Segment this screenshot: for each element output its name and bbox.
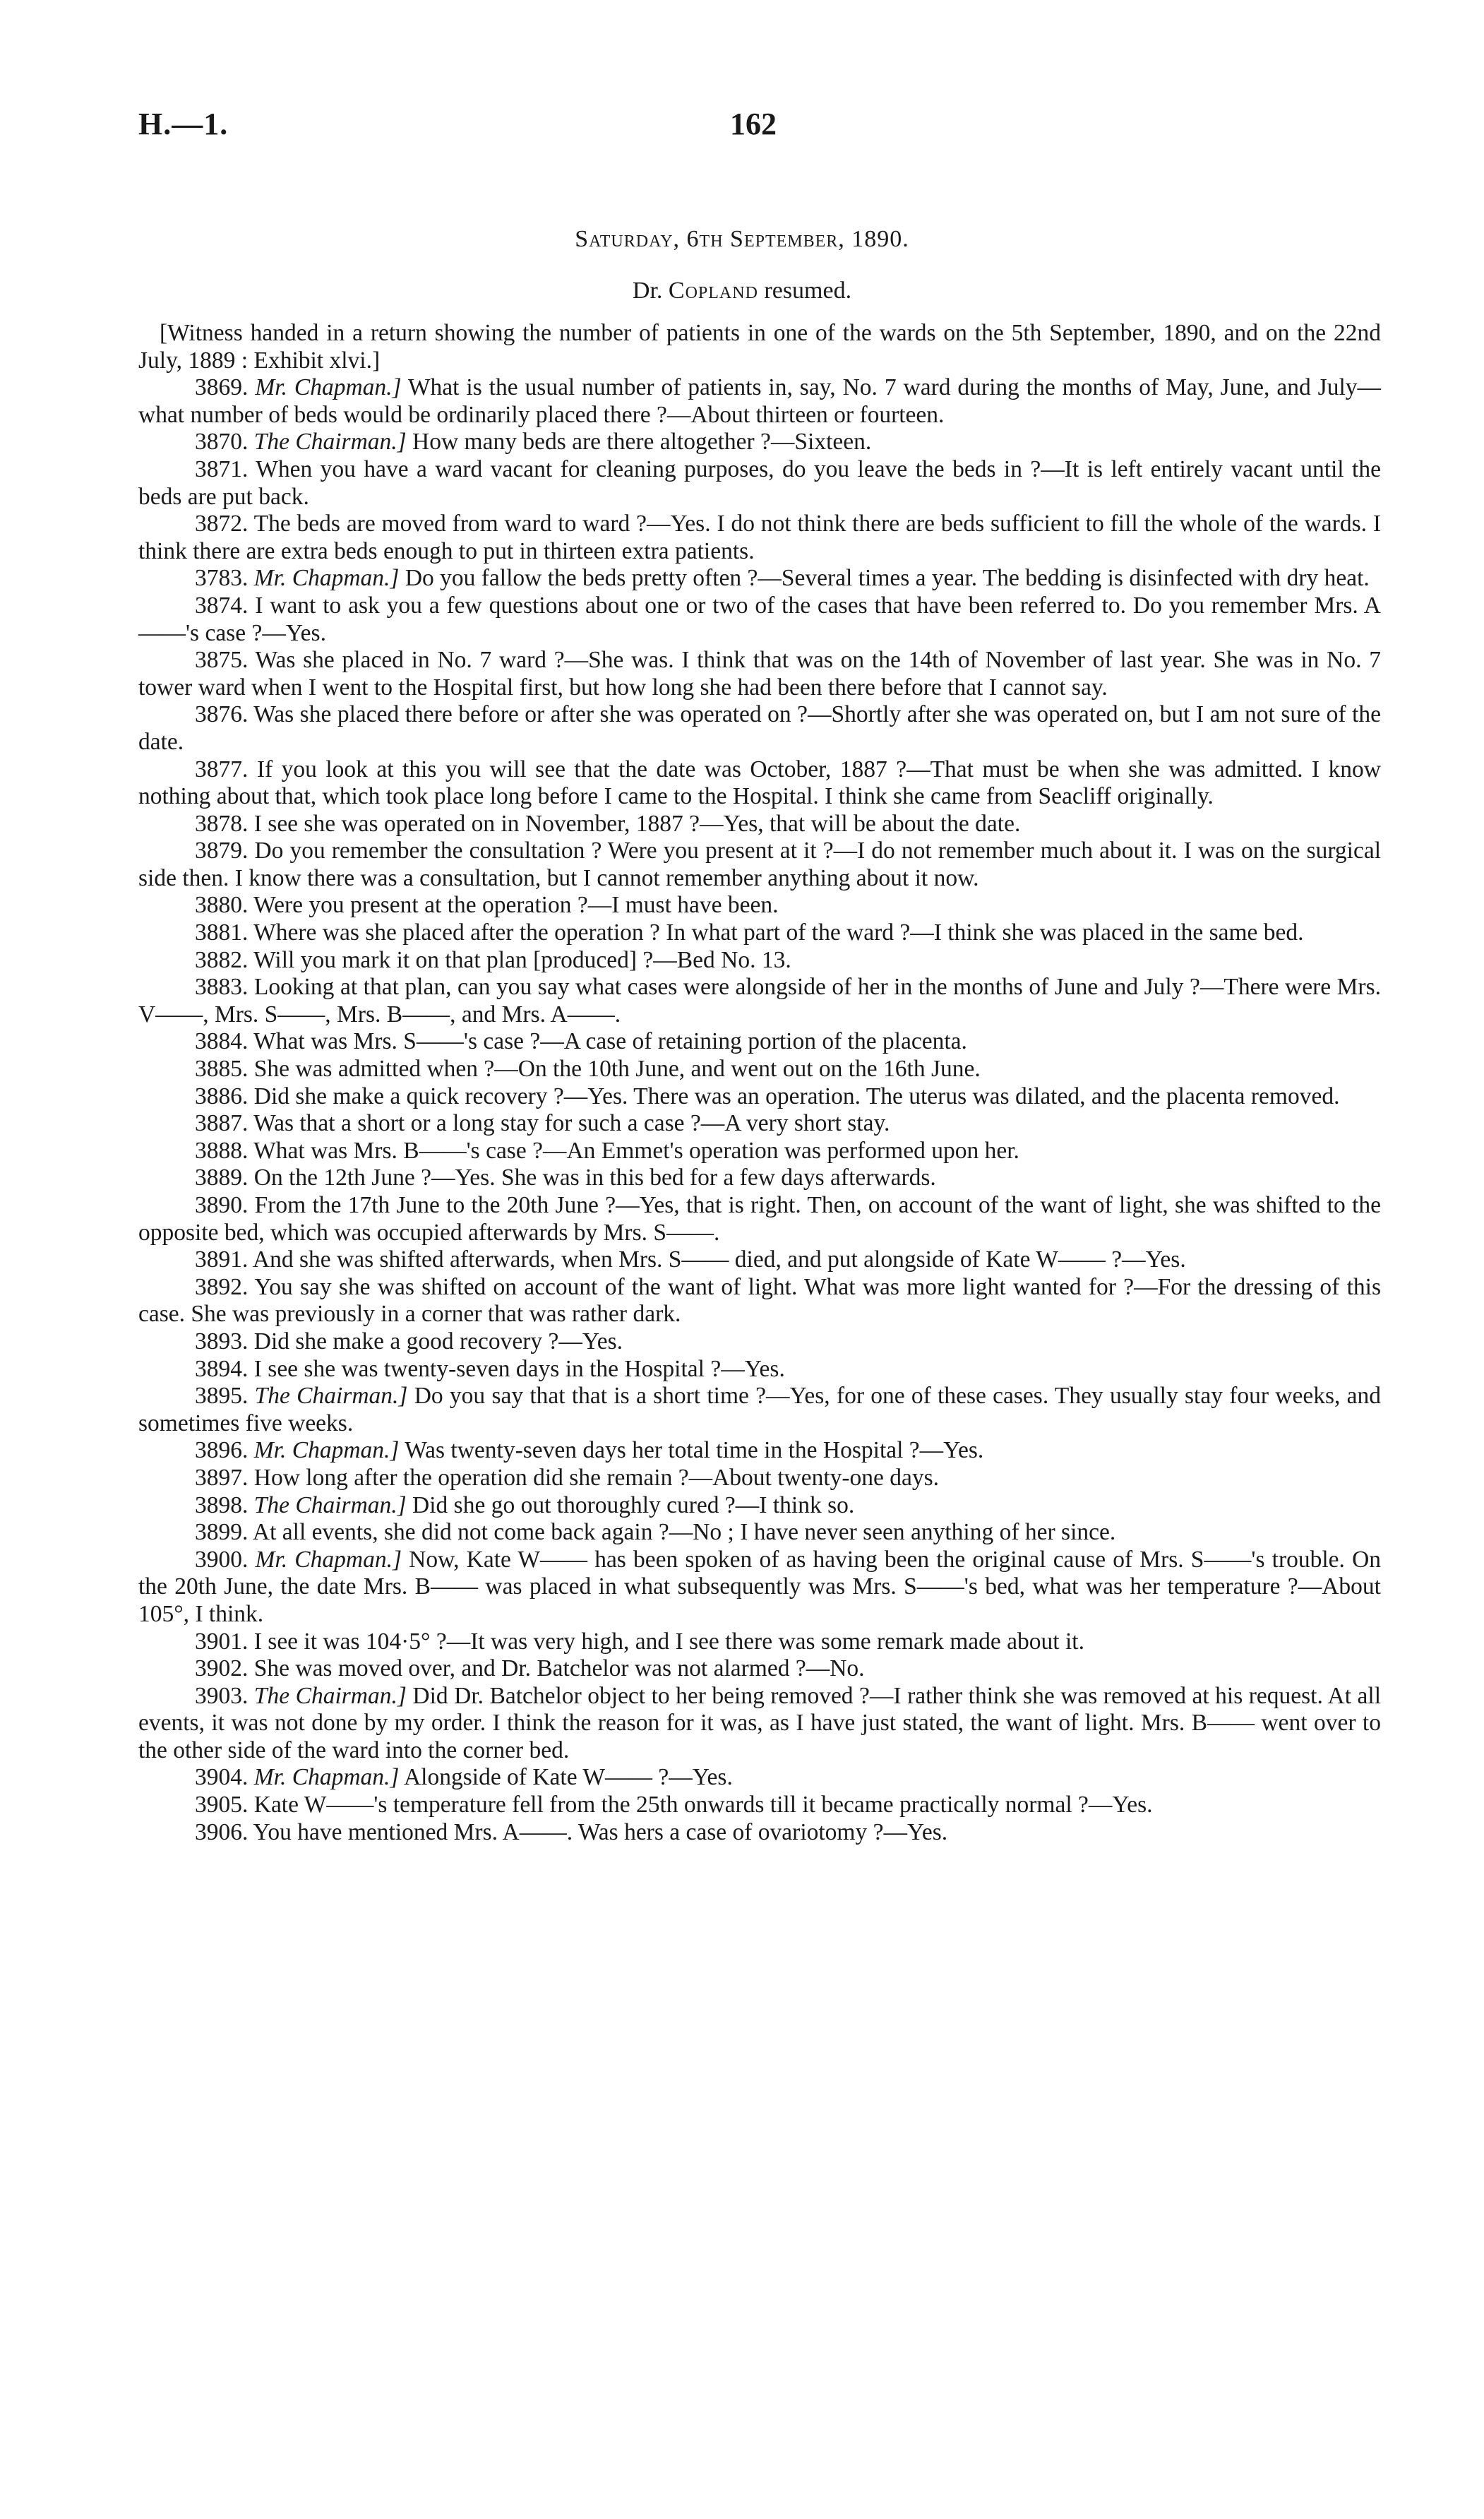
- paragraph-text: Did Dr. Batchelor object to her being removed ?—I rather think she was removed at his request. At all events, it was not done by my order. I think the reason for it was, as I have just stated, the want of light. Mrs. B—— went over to the other side of the ward into the corner bed.: [138, 1682, 1381, 1763]
- speaker-name: Mr. Chapman.]: [255, 374, 402, 401]
- question-paragraph: [138, 592, 1381, 647]
- witness-prefix: Dr.: [632, 278, 669, 304]
- question-number: 3893.: [195, 1328, 249, 1354]
- paragraph-text: How many beds are there altogether ?—Sixteen.: [412, 429, 872, 455]
- question-number: 3878.: [195, 810, 249, 837]
- paragraph-text: You say she was shifted on account of the want of light. What was more light wanted for ?—For the dressing of this case. She was previously in a corner that was rather dark.: [138, 1273, 1381, 1328]
- question-paragraph: [138, 1437, 1381, 1465]
- question-paragraph: [138, 1628, 1381, 1656]
- document-reference: H.—1.: [138, 107, 229, 141]
- question-paragraph: [138, 1792, 1381, 1819]
- speaker-name: Mr. Chapman.]: [253, 1437, 400, 1464]
- paragraph-text: Was she placed there before or after she was operated on ?—Shortly after she was operated on, but I am not sure of the date.: [138, 701, 1381, 755]
- question-number: 3902.: [195, 1655, 249, 1682]
- question-paragraph: [138, 429, 1381, 456]
- paragraph-text: I want to ask you a few questions about one or two of the cases that have been referred to. Do you remember Mrs. A——'s case ?—Yes.: [138, 592, 1381, 646]
- paragraph-text: [Witness handed in a return showing the number of patients in one of the wards on the 5th September, 1890, and on the 22nd July, 1889 : Exhibit xlvi.]: [138, 320, 1381, 374]
- question-paragraph: [138, 811, 1381, 838]
- question-number: 3904.: [195, 1764, 249, 1791]
- question-paragraph: [138, 1356, 1381, 1383]
- paragraph-text: Was she placed in No. 7 ward ?—She was. I think that was on the 14th of November of last year. She was in No. 7 tower ward when I went to the Hospital first, but how long she had been there before that I cannot say.: [138, 647, 1381, 701]
- question-paragraph: [138, 1819, 1381, 1847]
- question-number: 3885.: [195, 1056, 249, 1083]
- question-number: 3783.: [195, 565, 249, 592]
- question-number: 3871.: [195, 455, 249, 482]
- page-header: [138, 106, 1381, 162]
- question-number: 3884.: [195, 1028, 249, 1055]
- question-paragraph: [138, 1655, 1381, 1683]
- question-paragraph: [138, 1056, 1381, 1083]
- paragraph-text: Do you remember the consultation ? Were you present at it ?—I do not remember much about it. I was on the surgical side then. I know there was a consultation, but I cannot remember anything about it now.: [138, 838, 1382, 891]
- question-paragraph: [138, 511, 1381, 565]
- question-paragraph: [138, 1110, 1381, 1138]
- paragraph-text: Will you mark it on that plan [produced] ?—Bed No. 13.: [253, 946, 791, 973]
- page-number: 162: [730, 107, 777, 141]
- question-paragraph: [138, 1683, 1381, 1765]
- paragraph-text: Did she go out thoroughly cured ?—I think so.: [412, 1491, 855, 1518]
- question-paragraph: [138, 1547, 1381, 1628]
- question-number: 3887.: [195, 1110, 249, 1137]
- question-number: 3877.: [195, 756, 249, 782]
- question-number: 3896.: [195, 1437, 249, 1464]
- question-paragraph: [138, 892, 1381, 919]
- question-paragraph: [138, 838, 1381, 892]
- question-number: 3905.: [195, 1792, 249, 1818]
- question-paragraph: [138, 1274, 1381, 1328]
- paragraph-text: Was that a short or a long stay for such a case ?—A very short stay.: [253, 1110, 890, 1137]
- question-paragraph: [138, 374, 1381, 429]
- question-number: 3895.: [195, 1383, 249, 1410]
- paragraph-text: I see she was twenty-seven days in the Hospital ?—Yes.: [253, 1355, 785, 1382]
- question-number: 3900.: [195, 1546, 249, 1573]
- paragraph-text: The beds are moved from ward to ward ?—Yes. I do not think there are beds sufficient to fill the whole of the wards. I think there are extra beds enough to put in thirteen extra patients.: [138, 511, 1381, 564]
- paragraph-text: From the 17th June to the 20th June ?—Yes, that is right. Then, on account of the want of light, she was shifted to the opposite bed, which was occupied afterwards by Mrs. S——.: [138, 1192, 1381, 1246]
- speaker-name: Mr. Chapman.]: [255, 1546, 402, 1573]
- paragraph-text: And she was shifted afterwards, when Mrs. S—— died, and put alongside of Kate W—— ?—Yes.: [252, 1246, 1186, 1273]
- question-paragraph: [138, 647, 1381, 701]
- paragraph-text: I see it was 104·5° ?—It was very high, and I see there was some remark made about it.: [253, 1628, 1084, 1655]
- question-paragraph: [138, 1764, 1381, 1792]
- question-paragraph: [138, 1328, 1381, 1356]
- question-number: 3874.: [195, 592, 249, 619]
- paragraph-text: Alongside of Kate W—— ?—Yes.: [403, 1764, 733, 1791]
- question-paragraph: [138, 1138, 1381, 1165]
- paragraph-text: Now, Kate W—— has been spoken of as having been the original cause of Mrs. S——'s trouble. On the 20th June, the date Mrs. B—— was placed in what subsequently was Mrs. S——'s bed, what was her temperature ?—About 105°, I think.: [138, 1546, 1382, 1627]
- question-number: 3899.: [195, 1519, 249, 1546]
- paragraph-text: Where was she placed after the operation ? In what part of the ward ?—I think she was placed in the same bed.: [253, 919, 1304, 946]
- speaker-name: The Chairman.]: [253, 429, 407, 455]
- paragraph-text: Were you present at the operation ?—I must have been.: [253, 892, 779, 919]
- paragraph-text: Did she make a quick recovery ?—Yes. There was an operation. The uterus was dilated, and the placenta removed.: [253, 1083, 1340, 1109]
- paragraph-text: Do you fallow the beds pretty often ?—Several times a year. The bedding is disinfected with dry heat.: [405, 565, 1370, 592]
- question-paragraph: [138, 947, 1381, 975]
- question-paragraph: [138, 565, 1381, 592]
- question-paragraph: [138, 919, 1381, 947]
- paragraph-text: You have mentioned Mrs. A——. Was hers a case of ovariotomy ?—Yes.: [253, 1818, 948, 1845]
- question-number: 3891.: [195, 1246, 249, 1273]
- question-number: 3901.: [195, 1628, 249, 1655]
- question-number: 3879.: [195, 838, 249, 864]
- paragraph-text: I see she was operated on in November, 1887 ?—Yes, that will be about the date.: [253, 810, 1021, 837]
- question-paragraph: [138, 1083, 1381, 1111]
- witness-name: Copland: [668, 278, 758, 304]
- question-number: 3903.: [195, 1682, 249, 1709]
- question-number: 3888.: [195, 1137, 249, 1164]
- question-number: 3875.: [195, 647, 249, 674]
- question-number: 3882.: [195, 946, 249, 973]
- paragraph-text: What was Mrs. S——'s case ?—A case of retaining portion of the placenta.: [253, 1028, 967, 1055]
- paragraph-text: She was admitted when ?—On the 10th June, and went out on the 16th June.: [253, 1056, 981, 1083]
- speaker-name: The Chairman.]: [253, 1491, 407, 1518]
- paragraph-text: Looking at that plan, can you say what cases were alongside of her in the months of June and July ?—There were Mrs. V——, Mrs. S——, Mrs. B——, and Mrs. A——.: [138, 974, 1381, 1028]
- witness-note: [138, 320, 1381, 374]
- question-paragraph: [138, 1519, 1381, 1547]
- question-paragraph: [138, 456, 1381, 511]
- question-paragraph: [138, 1492, 1381, 1520]
- witness-heading: [0, 278, 1484, 304]
- speaker-name: Mr. Chapman.]: [253, 1764, 400, 1791]
- question-number: 3883.: [195, 974, 249, 1001]
- paragraph-text: How long after the operation did she remain ?—About twenty-one days.: [253, 1464, 940, 1491]
- paragraph-text: When you have a ward vacant for cleaning purposes, do you leave the beds in ?—It is left entirely vacant until the beds are put back.: [138, 455, 1381, 510]
- question-paragraph: [138, 756, 1381, 811]
- sitting-date-heading: Saturday, 6th September, 1890.: [575, 226, 909, 252]
- question-number: 3892.: [195, 1273, 249, 1300]
- question-number: 3872.: [195, 511, 249, 537]
- question-number: 3881.: [195, 919, 249, 946]
- question-paragraph: [138, 1165, 1381, 1192]
- evidence-body: [138, 320, 1381, 1846]
- speaker-name: The Chairman.]: [253, 1682, 407, 1709]
- paragraph-text: If you look at this you will see that the date was October, 1887 ?—That must be when she was admitted. I know nothing about that, which took place long before I came to the Hospital. I think she came from Seacliff originally.: [138, 756, 1381, 810]
- question-number: 3869.: [195, 374, 249, 401]
- question-number: 3889.: [195, 1165, 249, 1191]
- question-paragraph: [138, 1383, 1381, 1437]
- question-number: 3886.: [195, 1083, 249, 1109]
- question-number: 3898.: [195, 1491, 249, 1518]
- question-number: 3890.: [195, 1192, 249, 1218]
- question-number: 3897.: [195, 1464, 249, 1491]
- question-paragraph: [138, 974, 1381, 1028]
- paragraph-text: What is the usual number of patients in, say, No. 7 ward during the months of May, June, and July—what number of beds would be ordinarily placed there ?—About thirteen or fourteen.: [138, 374, 1381, 428]
- question-number: 3880.: [195, 892, 249, 919]
- speaker-name: The Chairman.]: [254, 1383, 408, 1410]
- witness-suffix: resumed.: [758, 278, 852, 304]
- question-number: 3894.: [195, 1355, 249, 1382]
- speaker-name: Mr. Chapman.]: [253, 565, 400, 592]
- paragraph-text: Kate W——'s temperature fell from the 25th onwards till it became practically normal ?—Yes.: [253, 1792, 1153, 1818]
- paragraph-text: At all events, she did not come back again ?—No ; I have never seen anything of her since.: [252, 1519, 1116, 1546]
- question-paragraph: [138, 1465, 1381, 1492]
- question-number: 3876.: [195, 701, 249, 728]
- paragraph-text: Was twenty-seven days her total time in the Hospital ?—Yes.: [405, 1437, 984, 1464]
- paragraph-text: She was moved over, and Dr. Batchelor was not alarmed ?—No.: [253, 1655, 865, 1682]
- question-paragraph: [138, 701, 1381, 756]
- question-paragraph: [138, 1192, 1381, 1246]
- question-number: 3870.: [195, 429, 249, 455]
- question-paragraph: [138, 1246, 1381, 1274]
- paragraph-text: What was Mrs. B——'s case ?—An Emmet's operation was performed upon her.: [253, 1137, 1019, 1164]
- paragraph-text: Do you say that that is a short time ?—Yes, for one of these cases. They usually stay four weeks, and sometimes five weeks.: [138, 1383, 1382, 1436]
- question-paragraph: [138, 1028, 1381, 1056]
- paragraph-text: On the 12th June ?—Yes. She was in this bed for a few days afterwards.: [253, 1165, 936, 1191]
- question-number: 3906.: [195, 1818, 249, 1845]
- paragraph-text: Did she make a good recovery ?—Yes.: [253, 1328, 623, 1354]
